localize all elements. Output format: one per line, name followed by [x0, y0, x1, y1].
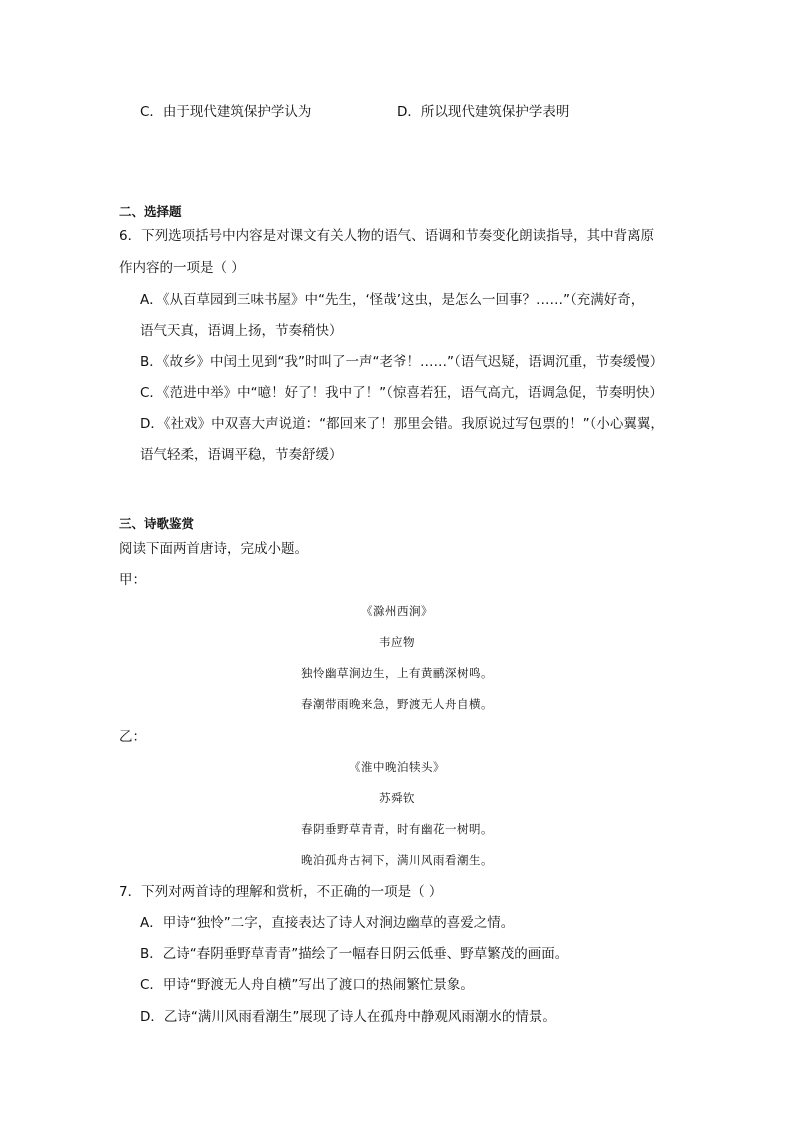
poem2-label: 乙：	[119, 729, 146, 745]
q6-option-d-line2: 语气轻柔，语调平稳，节奏舒缓）	[140, 447, 343, 463]
q7-stem: 7．下列对两首诗的理解和赏析，不正确的一项是（ ）	[119, 884, 443, 900]
q6-option-a-line2: 语气天真，语调上扬，节奏稍快）	[140, 323, 343, 339]
q6-stem-line2: 作内容的一项是（ ）	[119, 260, 245, 276]
q7-option-d: D．乙诗“满川风雨看潮生”展现了诗人在孤舟中静观风雨潮水的情景。	[140, 1009, 556, 1025]
poem2-line1: 春阴垂野草青青，时有幽花一树明。	[301, 822, 493, 836]
q7-option-b: B．乙诗“春阴垂野草青青”描绘了一幅春日阴云低垂、野草繁茂的画面。	[140, 946, 569, 962]
q6-option-b: B．《故乡》中闰土见到“我”时叫了一声“老爷！……”（语气迟疑，语调沉重，节奏缓慢）	[140, 354, 664, 370]
poem2-author: 苏舜钦	[379, 791, 415, 805]
q6-option-d-line1: D．《社戏》中双喜大声说道：“都回来了！那里会错。我原说过写包票的！”（小心翼翼，	[140, 416, 664, 432]
poetry-intro: 阅读下面两首唐诗，完成小题。	[119, 541, 308, 557]
q5-option-d: D．所以现代建筑保护学表明	[397, 104, 570, 120]
q6-option-c: C．《范进中举》中“噫！好了！我中了！”（惊喜若狂，语气高亢，语调急促，节奏明快）	[140, 385, 663, 401]
poem1-label: 甲：	[119, 572, 146, 588]
poem2-line2: 晚泊孤舟古祠下，满川风雨看潮生。	[301, 853, 493, 867]
poem1-line1: 独怜幽草涧边生，上有黄鹂深树鸣。	[301, 666, 493, 680]
q6-stem-line1: 6．下列选项括号中内容是对课文有关人物的语气、语调和节奏变化朗读指导，其中背离原	[119, 228, 655, 244]
q6-option-a-line1: A．《从百草园到三味书屋》中“先生，‘怪哉’这虫，是怎么一回事？……”（充满好奇，	[140, 292, 645, 308]
q5-option-c: C．由于现代建筑保护学认为	[140, 104, 312, 120]
section-heading-poetry: 三、诗歌鉴赏	[119, 516, 195, 531]
q7-option-a: A．甲诗“独怜”二字，直接表达了诗人对涧边幽草的喜爱之情。	[140, 915, 515, 931]
q7-option-c: C．甲诗“野渡无人舟自横”写出了渡口的热闹繁忙景象。	[140, 977, 474, 993]
poem2-title: 《淮中晚泊犊头》	[349, 760, 445, 774]
section-heading-choice: 二、选择题	[119, 204, 182, 219]
poem1-author: 韦应物	[379, 635, 415, 649]
poem1-title: 《滁州西涧》	[361, 604, 433, 618]
poem1-line2: 春潮带雨晚来急，野渡无人舟自横。	[301, 697, 493, 711]
